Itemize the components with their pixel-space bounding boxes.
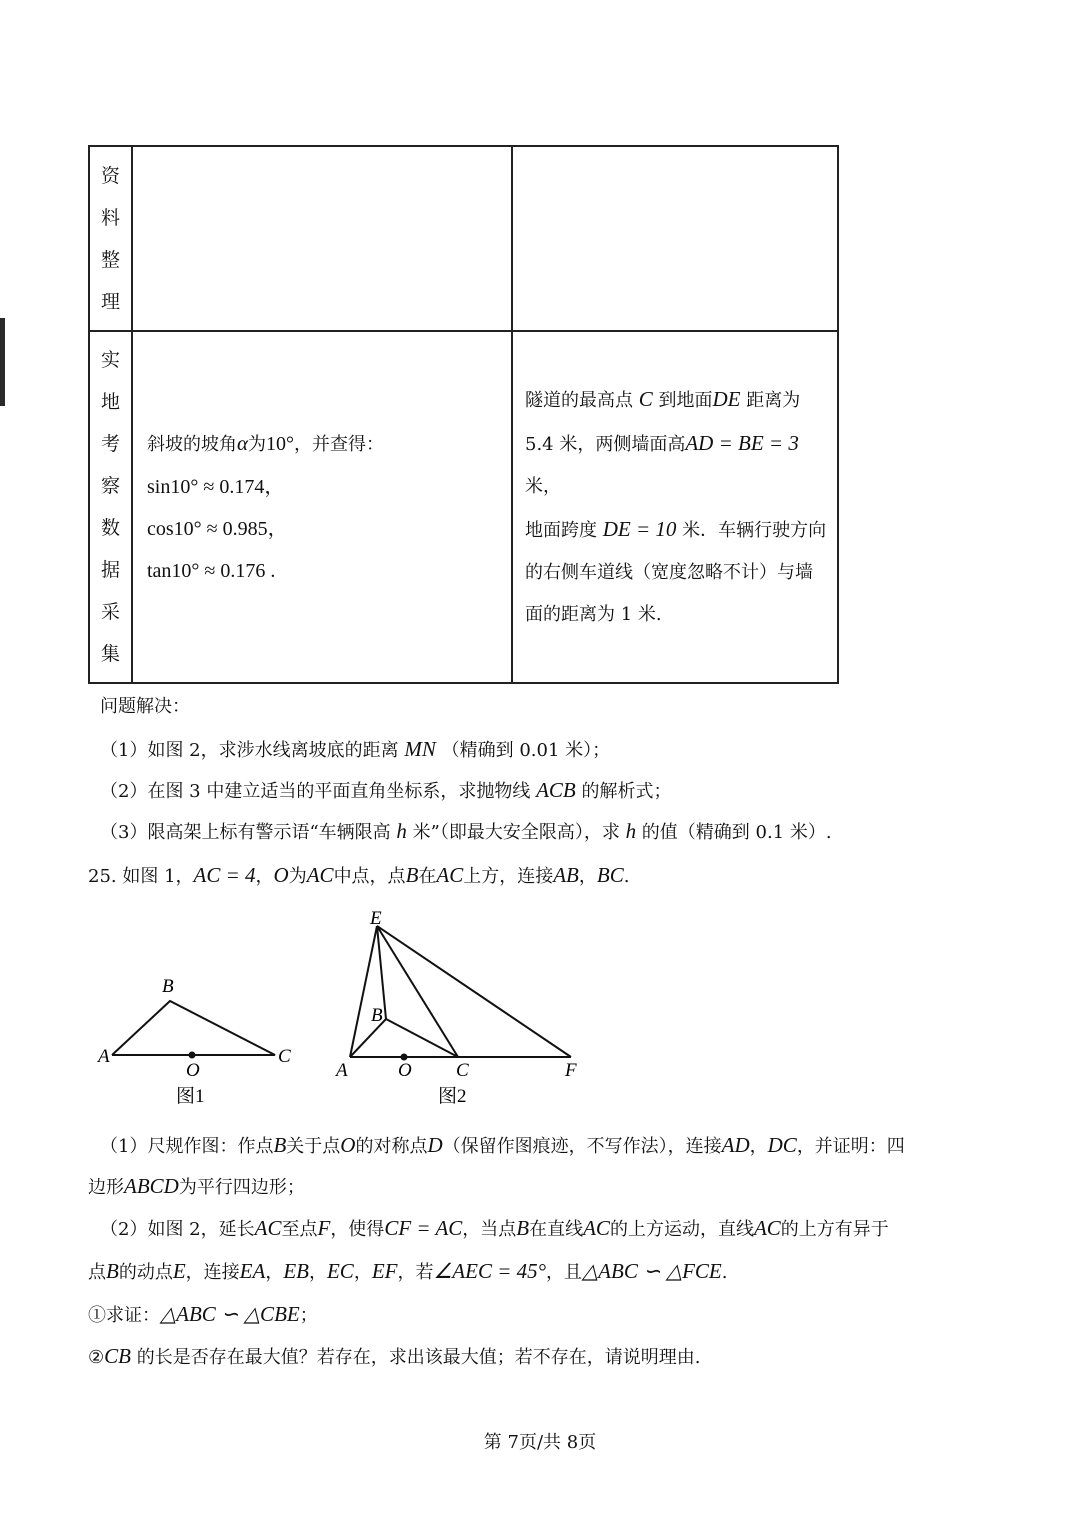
figure-1 <box>96 976 291 1107</box>
tunnel-line-5: 面的距离为 1 米. <box>525 604 662 625</box>
label-char: 料 <box>100 206 120 229</box>
label-char: 察 <box>100 475 120 497</box>
q25-intro: 25. 如图 1，AC = 4，O为AC中点，点B在AC上方，连接AB，BC. <box>88 863 630 887</box>
q25-subpart-2: ②CB 的长是否存在最大值？若存在，求出该最大值；若不存在，请说明理由. <box>88 1344 701 1368</box>
label-char: 据 <box>100 559 120 581</box>
question-2: （2）在图 3 中建立适当的平面直角坐标系，求抛物线 ACB 的解析式； <box>100 778 672 802</box>
table-row-field-data <box>89 331 838 683</box>
fig2-label-a: A <box>336 1060 348 1081</box>
fig2-caption: 图2 <box>438 1086 467 1107</box>
line-ec <box>377 926 458 1057</box>
label-char: 实 <box>100 349 120 371</box>
sin-value: sin10° ≈ 0.174， <box>147 476 285 498</box>
label-char: 考 <box>100 433 120 455</box>
fig2-label-o: O <box>398 1060 412 1081</box>
table-row-materials <box>89 146 838 331</box>
empty-cell-left <box>132 146 512 331</box>
line-ea <box>350 926 377 1057</box>
slope-data-cell <box>132 331 512 683</box>
fig1-label-c: C <box>278 1046 291 1067</box>
row-label-materials <box>89 146 132 331</box>
question-3: （3）限高架上标有警示语“车辆限高 h 米”（即最大安全限高），求 h 的值（精确到 0.1 米）. <box>100 819 832 843</box>
row-label-field-data <box>89 331 132 683</box>
fig2-label-f: F <box>565 1060 577 1081</box>
empty-cell-right <box>512 146 838 331</box>
label-char: 采 <box>100 601 120 623</box>
fig1-caption: 图1 <box>176 1086 205 1107</box>
q25-part2-line1: （2）如图 2，延长AC至点F，使得CF = AC，当点B在直线AC的上方运动，直线AC的上方有异于 <box>100 1216 889 1240</box>
tunnel-line-2: 5.4 米，两侧墙面高AD = BE = 3 米， <box>525 431 799 497</box>
triangle-abc <box>112 1001 275 1055</box>
cos-value: cos10° ≈ 0.985， <box>147 518 288 540</box>
label-char: 资 <box>100 164 120 187</box>
tunnel-line-4: 的右侧车道线（宽度忽略不计）与墙 <box>525 562 813 583</box>
figures <box>0 900 1080 1120</box>
label-char: 地 <box>100 391 120 413</box>
page-footer: 第 7页/共 8页 <box>483 1432 597 1453</box>
point-o <box>189 1052 196 1059</box>
question-1: （1）如图 2，求涉水线离坡底的距离 MN （精确到 0.01 米）； <box>100 737 611 761</box>
label-char: 数 <box>100 517 120 539</box>
fig2-label-c: C <box>456 1060 469 1081</box>
tunnel-line-3: 地面跨度 DE = 10 米．车辆行驶方向 <box>525 517 827 541</box>
line-ef <box>377 926 571 1057</box>
figure-2 <box>334 908 577 1107</box>
data-table <box>88 145 839 684</box>
fig1-label-a: A <box>98 1046 110 1067</box>
fig2-label-e: E <box>370 908 382 929</box>
fig1-label-o: O <box>186 1060 200 1081</box>
label-char: 集 <box>100 643 120 665</box>
label-char: 理 <box>100 290 120 313</box>
tunnel-line-1: 隧道的最高点 C 到地面DE 距离为 <box>525 387 801 411</box>
label-char: 整 <box>100 248 120 271</box>
q25-part2-line2: 点B的动点E，连接EA，EB，EC，EF，若∠AEC = 45°，且△ABC ∽ △FCE. <box>88 1259 728 1283</box>
q25-part1-line1: （1）尺规作图：作点B关于点O的对称点D（保留作图痕迹，不写作法），连接AD，DC，并证明：四 <box>100 1133 905 1157</box>
problem-heading: 问题解决： <box>100 696 190 717</box>
tan-value: tan10° ≈ 0.176 . <box>147 560 276 582</box>
fig1-label-b: B <box>162 976 174 997</box>
scan-edge-mark <box>0 318 5 406</box>
fig2-label-b: B <box>371 1005 383 1026</box>
q25-subpart-1: ①求证：△ABC ∽ △CBE； <box>88 1302 318 1326</box>
tunnel-data-cell <box>512 331 838 683</box>
q25-part1-line2: 边形ABCD为平行四边形； <box>88 1174 305 1198</box>
slope-line: 斜坡的坡角α为10°，并查得： <box>147 431 385 455</box>
